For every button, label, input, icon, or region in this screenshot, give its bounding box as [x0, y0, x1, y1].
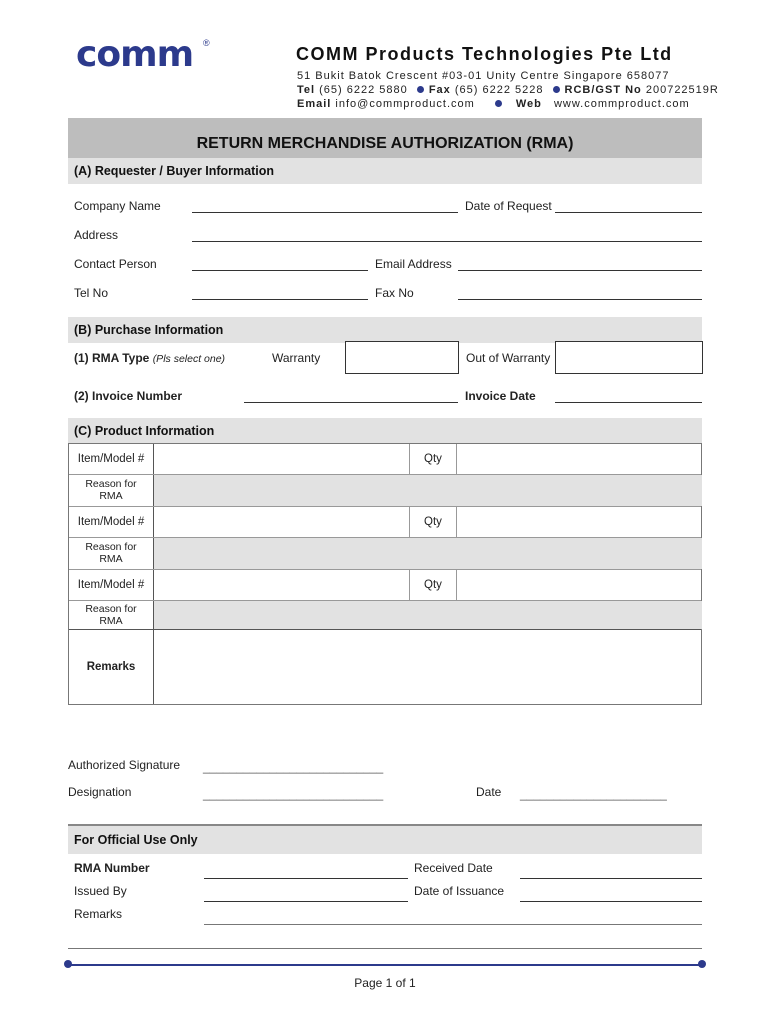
reason-line-2: RMA	[99, 553, 123, 565]
item-model-field[interactable]	[154, 507, 409, 537]
rcb-value: 200722519R	[645, 84, 719, 96]
out-of-warranty-checkbox[interactable]	[555, 341, 703, 374]
rma-type-text: (1) RMA Type	[74, 351, 150, 365]
table-divider	[69, 600, 701, 601]
fax-value: (65) 6222 5228	[454, 84, 544, 96]
section-c-heading: (C) Product Information	[68, 418, 702, 444]
official-remarks-field[interactable]	[204, 924, 702, 925]
item-model-field[interactable]	[154, 444, 409, 474]
reason-field[interactable]	[154, 601, 702, 629]
item-model-label: Item/Model #	[77, 516, 145, 528]
table-divider	[69, 537, 701, 538]
tel-label: Tel	[297, 84, 316, 96]
qty-field[interactable]	[457, 507, 702, 537]
table-divider	[153, 444, 154, 704]
fax-no-label: Fax No	[375, 286, 414, 300]
warranty-label: Warranty	[272, 351, 321, 365]
reason-label	[69, 538, 153, 569]
designation-field[interactable]: ___________________________	[203, 787, 384, 801]
rma-type-label	[74, 351, 225, 365]
item-model-label: Item/Model #	[77, 579, 145, 591]
footer-dot-icon	[64, 960, 72, 968]
reason-line-2: RMA	[99, 490, 123, 502]
date-label: Date	[476, 785, 502, 799]
qty-label: Qty	[424, 516, 442, 528]
received-date-field[interactable]	[520, 878, 702, 879]
date-of-request-label: Date of Request	[465, 199, 552, 213]
bullet-icon	[417, 86, 424, 93]
tel-no-field[interactable]	[192, 299, 368, 300]
qty-field[interactable]	[457, 570, 702, 600]
email-address-field[interactable]	[458, 270, 702, 271]
table-divider	[409, 570, 410, 600]
qty-label: Qty	[424, 453, 442, 465]
fax-label: Fax	[428, 84, 451, 96]
section-b-heading: (B) Purchase Information	[68, 317, 702, 343]
product-table	[68, 443, 702, 705]
item-model-field[interactable]	[154, 570, 409, 600]
web-value: www.commproduct.com	[553, 98, 690, 110]
table-divider	[456, 444, 457, 474]
company-logo: comm	[76, 34, 194, 75]
official-remarks-label: Remarks	[74, 907, 123, 921]
official-bottom-rule	[68, 948, 702, 949]
company-name: COMM Products Technologies Pte Ltd	[296, 44, 673, 64]
reason-field[interactable]	[154, 538, 702, 569]
authorized-signature-field[interactable]: ___________________________	[203, 760, 384, 774]
page-number: Page 1 of 1	[354, 976, 416, 990]
bullet-icon	[495, 100, 502, 107]
table-divider	[69, 506, 701, 507]
rma-number-label: RMA Number	[74, 861, 150, 875]
reason-line-1: Reason for	[85, 603, 137, 615]
authorized-signature-label: Authorized Signature	[68, 758, 181, 772]
tel-no-label: Tel No	[74, 286, 109, 300]
received-date-label: Received Date	[414, 861, 493, 875]
company-contact-line	[297, 84, 719, 96]
table-divider	[69, 629, 701, 630]
reason-line-2: RMA	[99, 615, 123, 627]
qty-label: Qty	[424, 579, 442, 591]
company-name-label: Company Name	[74, 199, 161, 213]
address-field[interactable]	[192, 241, 702, 242]
rma-number-field[interactable]	[204, 878, 408, 879]
item-model-label: Item/Model #	[77, 453, 145, 465]
reason-label	[69, 601, 153, 629]
email-label: Email	[297, 98, 332, 110]
rma-type-hint: (Pls select one)	[152, 353, 226, 365]
remarks-field[interactable]	[154, 630, 702, 704]
address-label: Address	[74, 228, 119, 242]
designation-label: Designation	[68, 785, 132, 799]
table-divider	[69, 569, 701, 570]
out-of-warranty-label: Out of Warranty	[466, 351, 551, 365]
invoice-date-field[interactable]	[555, 402, 702, 403]
fax-no-field[interactable]	[458, 299, 702, 300]
email-value: info@commproduct.com	[335, 98, 475, 110]
qty-field[interactable]	[457, 444, 702, 474]
company-address: 51 Bukit Batok Crescent #03-01 Unity Centre Singapore 658077	[297, 70, 670, 82]
bullet-icon	[553, 86, 560, 93]
footer-dot-icon	[698, 960, 706, 968]
email-address-label: Email Address	[375, 257, 452, 271]
reason-label	[69, 475, 153, 506]
date-of-request-field[interactable]	[555, 212, 702, 213]
date-of-issuance-field[interactable]	[520, 901, 702, 902]
table-divider	[456, 570, 457, 600]
reason-line-1: Reason for	[85, 541, 137, 553]
rcb-label: RCB/GST No	[564, 84, 642, 96]
invoice-number-label: (2) Invoice Number	[74, 389, 183, 403]
company-name-field[interactable]	[192, 212, 458, 213]
contact-person-label: Contact Person	[74, 257, 157, 271]
registered-mark: ®	[203, 38, 210, 48]
reason-field[interactable]	[154, 475, 702, 506]
section-a-heading: (A) Requester / Buyer Information	[68, 158, 702, 184]
invoice-date-label: Invoice Date	[465, 389, 536, 403]
date-field[interactable]: ______________________	[520, 787, 667, 801]
table-divider	[409, 507, 410, 537]
table-divider	[409, 444, 410, 474]
warranty-checkbox[interactable]	[345, 341, 459, 374]
footer-rule	[68, 964, 702, 966]
official-use-heading: For Official Use Only	[68, 826, 702, 854]
issued-by-label: Issued By	[74, 884, 127, 898]
web-label: Web	[515, 98, 542, 110]
company-web-line	[297, 98, 690, 110]
reason-line-1: Reason for	[85, 478, 137, 490]
table-divider	[69, 474, 701, 475]
form-title: RETURN MERCHANDISE AUTHORIZATION (RMA)	[68, 118, 702, 158]
date-of-issuance-label: Date of Issuance	[414, 884, 505, 898]
invoice-number-field[interactable]	[244, 402, 458, 403]
tel-value: (65) 6222 5880	[319, 84, 408, 96]
remarks-label: Remarks	[86, 661, 136, 673]
contact-person-field[interactable]	[192, 270, 368, 271]
issued-by-field[interactable]	[204, 901, 408, 902]
table-divider	[456, 507, 457, 537]
